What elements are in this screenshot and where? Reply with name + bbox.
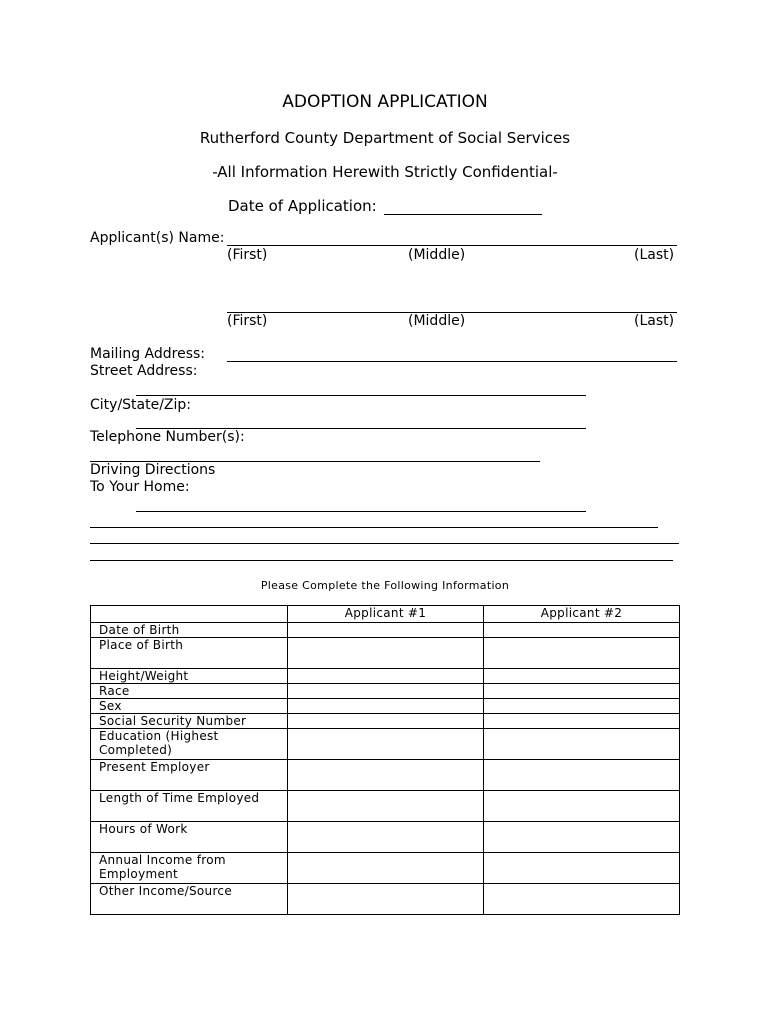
mailing-address-field[interactable] bbox=[227, 361, 677, 362]
applicant-2-cell[interactable] bbox=[484, 760, 680, 791]
mailing-address-label: Mailing Address: bbox=[90, 346, 206, 362]
row-label: Annual Income from Employment bbox=[91, 853, 288, 884]
applicant-1-cell[interactable] bbox=[288, 791, 484, 822]
row-label: Other Income/Source bbox=[91, 884, 288, 915]
info-heading: Please Complete the Following Information bbox=[260, 579, 510, 592]
driving-directions-label: Driving Directions bbox=[90, 462, 216, 478]
last-caption: (Last) bbox=[634, 247, 675, 263]
city-state-zip-label: City/State/Zip: bbox=[90, 397, 192, 413]
directions-line-3[interactable] bbox=[90, 543, 679, 544]
applicant-2-cell[interactable] bbox=[484, 729, 680, 760]
applicant-1-name-field[interactable] bbox=[227, 245, 677, 246]
table-header-blank bbox=[91, 606, 288, 623]
table-row bbox=[91, 791, 680, 822]
applicant-2-cell[interactable] bbox=[484, 684, 680, 699]
row-label: Sex bbox=[91, 699, 288, 714]
applicant-1-cell[interactable] bbox=[288, 729, 484, 760]
table-row bbox=[91, 623, 680, 638]
applicant-1-cell[interactable] bbox=[288, 822, 484, 853]
applicant-1-cell[interactable] bbox=[288, 760, 484, 791]
row-label: Date of Birth bbox=[91, 623, 288, 638]
applicant-1-cell[interactable] bbox=[288, 623, 484, 638]
agency-name: Rutherford County Department of Social Services bbox=[199, 129, 571, 147]
confidential-notice: -All Information Herewith Strictly Confidential- bbox=[212, 163, 558, 181]
table-row bbox=[91, 822, 680, 853]
row-label: Social Security Number bbox=[91, 714, 288, 729]
first-caption-2: (First) bbox=[227, 313, 268, 329]
table-row bbox=[91, 760, 680, 791]
directions-line-4[interactable] bbox=[90, 560, 673, 561]
table-row bbox=[91, 853, 680, 884]
row-label: Present Employer bbox=[91, 760, 288, 791]
applicant-2-cell[interactable] bbox=[484, 884, 680, 915]
applicant-1-cell[interactable] bbox=[288, 714, 484, 729]
table-row bbox=[91, 714, 680, 729]
street-address-label: Street Address: bbox=[90, 363, 198, 379]
table-header-applicant-2: Applicant #2 bbox=[484, 606, 680, 623]
row-label: Hours of Work bbox=[91, 822, 288, 853]
table-row bbox=[91, 638, 680, 669]
table-row bbox=[91, 699, 680, 714]
first-caption: (First) bbox=[227, 247, 268, 263]
driving-directions-label-2: To Your Home: bbox=[90, 479, 190, 495]
applicant-1-cell[interactable] bbox=[288, 699, 484, 714]
row-label: Education (Highest Completed) bbox=[91, 729, 288, 760]
applicant-2-cell[interactable] bbox=[484, 699, 680, 714]
applicant-2-cell[interactable] bbox=[484, 822, 680, 853]
applicant-1-cell[interactable] bbox=[288, 853, 484, 884]
middle-caption: (Middle) bbox=[408, 247, 466, 263]
applicant-2-cell[interactable] bbox=[484, 623, 680, 638]
applicant-1-cell[interactable] bbox=[288, 684, 484, 699]
date-label: Date of Application: bbox=[228, 197, 377, 215]
form-title: ADOPTION APPLICATION bbox=[282, 92, 488, 112]
table-header-applicant-1: Applicant #1 bbox=[288, 606, 484, 623]
applicant-2-cell[interactable] bbox=[484, 853, 680, 884]
applicant-1-cell[interactable] bbox=[288, 884, 484, 915]
middle-caption-2: (Middle) bbox=[408, 313, 466, 329]
applicant-1-cell[interactable] bbox=[288, 638, 484, 669]
table-row bbox=[91, 729, 680, 760]
directions-line-2[interactable] bbox=[90, 527, 658, 528]
row-label: Height/Weight bbox=[91, 669, 288, 684]
table-header-row bbox=[91, 606, 680, 623]
applicant-name-label: Applicant(s) Name: bbox=[90, 230, 225, 246]
row-label: Length of Time Employed bbox=[91, 791, 288, 822]
table-row bbox=[91, 884, 680, 915]
table-row bbox=[91, 669, 680, 684]
table-row bbox=[91, 684, 680, 699]
directions-line-1[interactable] bbox=[136, 511, 586, 512]
street-address-field[interactable] bbox=[136, 395, 586, 396]
date-field[interactable] bbox=[384, 214, 542, 215]
applicant-2-cell[interactable] bbox=[484, 669, 680, 684]
last-caption-2: (Last) bbox=[634, 313, 675, 329]
row-label: Place of Birth bbox=[91, 638, 288, 669]
applicant-2-cell[interactable] bbox=[484, 791, 680, 822]
telephone-label: Telephone Number(s): bbox=[90, 429, 245, 445]
applicant-info-table bbox=[90, 605, 680, 915]
row-label: Race bbox=[91, 684, 288, 699]
applicant-2-cell[interactable] bbox=[484, 638, 680, 669]
applicant-2-cell[interactable] bbox=[484, 714, 680, 729]
applicant-1-cell[interactable] bbox=[288, 669, 484, 684]
